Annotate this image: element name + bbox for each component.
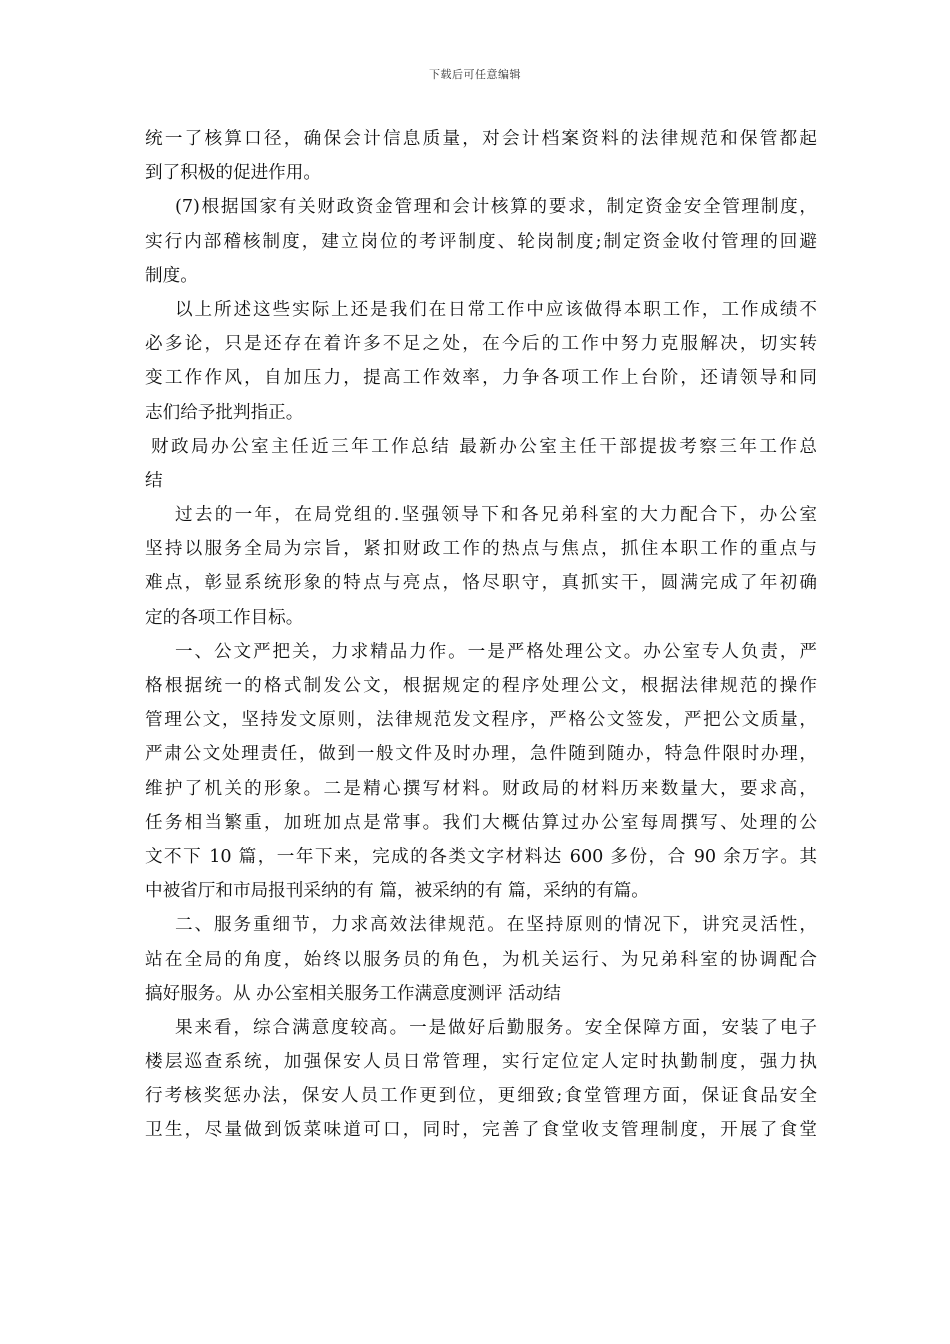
text-line: 到了积极的促进作用。: [145, 163, 321, 184]
text-line: 二、服务重细节，力求高效法律规范。在坚持原则的情况下，讲究灵活性，: [175, 915, 817, 936]
text-line: 中被省厅和市局报刊采纳的有 篇，被采纳的有 篇，采纳的有篇。: [145, 881, 649, 902]
text-line: 定的各项工作目标。: [145, 607, 304, 628]
section-heading-line: 财政局办公室主任近三年工作总结 最新办公室主任干部提拔考察三年工作总: [151, 436, 817, 457]
text-line: 文不下 10 篇，一年下来，完成的各类文字材料达 600 多份，合 90 余万字。其: [145, 846, 817, 867]
text-line: 以上所述这些实际上还是我们在日常工作中应该做得本职工作，工作成绩不: [175, 299, 817, 320]
text-line: (7)根据国家有关财政资金管理和会计核算的要求，制定资金安全管理制度，: [175, 197, 817, 218]
text-line: 必多论，只是还存在着许多不足之处，在今后的工作中努力克服解决，切实转: [145, 334, 817, 355]
text-line: 搞好服务。从 办公室相关服务工作满意度测评 活动结: [145, 983, 561, 1004]
text-line: 行考核奖惩办法，保安人员工作更到位，更细致;食堂管理方面，保证食品安全: [145, 1086, 817, 1107]
text-line: 志们给予批判指正。: [145, 402, 304, 423]
text-line: 管理公文，坚持发文原则，法律规范发文程序，严格公文签发，严把公文质量，: [145, 710, 817, 731]
text-line: 果来看，综合满意度较高。一是做好后勤服务。安全保障方面，安装了电子: [175, 1017, 817, 1038]
text-line: 站在全局的角度，始终以服务员的角色，为机关运行、为兄弟科室的协调配合: [145, 949, 817, 970]
text-line: 一、公文严把关，力求精品力作。一是严格处理公文。办公室专人负责，严: [175, 641, 817, 662]
text-line: 严肃公文处理责任，做到一般文件及时办理，急件随到随办，特急件限时办理，: [145, 744, 817, 765]
text-line: 过去的一年，在局党组的.坚强领导下和各兄弟科室的大力配合下，办公室: [175, 505, 817, 526]
text-line: 结: [145, 470, 163, 491]
text-line: 格根据统一的格式制发公文，根据规定的程序处理公文，根据法律规范的操作: [145, 676, 817, 696]
text-line: 变工作作风，自加压力，提高工作效率，力争各项工作上台阶，还请领导和同: [145, 368, 817, 389]
text-line: 维护了机关的形象。二是精心撰写材料。财政局的材料历来数量大，要求高，: [145, 778, 817, 799]
page-header: 下载后可任意编辑: [429, 68, 521, 81]
text-line: 难点，彰显系统形象的特点与亮点，恪尽职守，真抓实干，圆满完成了年初确: [145, 573, 817, 594]
text-line: 制度。: [145, 265, 198, 286]
text-line: 卫生，尽量做到饭菜味道可口，同时，完善了食堂收支管理制度，开展了食堂: [145, 1120, 817, 1141]
text-line: 统一了核算口径，确保会计信息质量，对会计档案资料的法律规范和保管都起: [145, 129, 817, 149]
text-line: 楼层巡查系统，加强保安人员日常管理，实行定位定人定时执勤制度，强力执: [145, 1052, 817, 1073]
text-line: 坚持以服务全局为宗旨，紧扣财政工作的热点与焦点，抓住本职工作的重点与: [145, 539, 817, 560]
text-line: 实行内部稽核制度，建立岗位的考评制度、轮岗制度;制定资金收付管理的回避: [145, 231, 817, 252]
text-line: 任务相当繁重，加班加点是常事。我们大概估算过办公室每周撰写、处理的公: [145, 812, 817, 833]
document-body: [145, 122, 817, 1148]
